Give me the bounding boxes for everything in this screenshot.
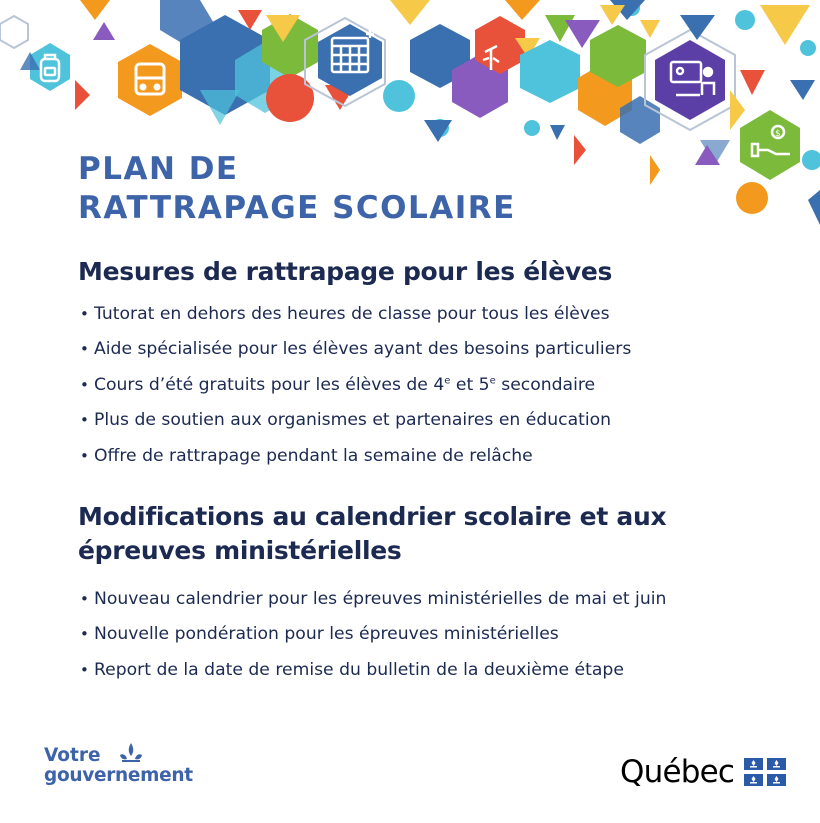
bullet-icon: • <box>80 446 89 465</box>
circle-shape <box>524 120 540 136</box>
hexagon-shape <box>740 110 800 180</box>
triangle-shape <box>640 20 660 38</box>
bullet-icon: • <box>80 375 89 394</box>
quebec-flag-icon <box>744 758 786 786</box>
list-item-text: Tutorat en dehors des heures de classe pour tous les élèves <box>94 304 610 324</box>
triangle-shape <box>80 0 110 20</box>
list-item <box>80 439 631 474</box>
title-line-2: RATTRAPAGE SCOLAIRE <box>78 190 516 226</box>
triangle-shape <box>93 22 115 40</box>
triangle-shape <box>680 15 715 40</box>
circle-shape <box>736 182 768 214</box>
triangle-shape <box>75 80 90 110</box>
triangle-shape <box>790 80 815 100</box>
bullet-icon: • <box>80 305 89 323</box>
list-item-text: secondaire <box>495 374 596 395</box>
title-line-1: PLAN DE <box>78 151 239 187</box>
calendar-list <box>80 582 666 688</box>
hexagon-shape <box>0 16 28 48</box>
triangle-shape <box>730 90 745 130</box>
list-item <box>80 297 631 332</box>
hexagon-shape <box>655 40 725 120</box>
bullet-icon: • <box>80 590 89 608</box>
bullet-icon: • <box>80 340 89 359</box>
triangle-shape <box>574 135 586 165</box>
fleur-de-lis-icon <box>116 741 146 765</box>
measures-list <box>80 297 631 474</box>
list-item-text: Aide spécialisée pour les élèves ayant des besoins particuliers <box>94 339 632 360</box>
triangle-shape <box>600 5 625 25</box>
list-item <box>80 403 631 438</box>
circle-shape <box>383 80 415 112</box>
list-item <box>80 332 631 367</box>
triangle-shape <box>760 5 810 45</box>
bullet-icon: • <box>80 625 89 644</box>
list-item-text: Nouveau calendrier pour les épreuves ministérielles de mai et juin <box>94 589 667 609</box>
list-item <box>80 582 666 617</box>
superscript: e <box>489 375 496 387</box>
quebec-wordmark: Québec <box>620 754 735 790</box>
list-item-text: Cours d’été gratuits pour les élèves de 4 <box>94 374 445 395</box>
list-item-text: Offre de rattrapage pendant la semaine de relâche <box>94 445 533 466</box>
triangle-shape <box>505 0 540 20</box>
list-item-text: Report de la date de remise du bulletin de la deuxième étape <box>94 659 624 680</box>
circle-shape <box>802 150 820 170</box>
bullet-icon: • <box>80 411 89 430</box>
triangle-shape <box>550 125 565 140</box>
triangle-shape <box>390 0 430 25</box>
section-heading-calendar: Modifications au calendrier scolaire et aux épreuves ministérielles <box>78 502 667 565</box>
votre-gouvernement-logo <box>44 745 244 790</box>
svg-text:$: $ <box>775 129 781 139</box>
list-item <box>80 653 666 688</box>
list-item-text: Nouvelle pondération pour les épreuves ministérielles <box>94 624 559 645</box>
list-item-text: et 5 <box>450 374 490 395</box>
triangle-shape <box>650 155 660 185</box>
list-item-text: Plus de soutien aux organismes et partenaires en éducation <box>94 410 612 431</box>
triangle-shape <box>808 190 820 225</box>
superscript: e <box>444 375 451 387</box>
bullet-icon: • <box>80 660 89 679</box>
list-item <box>80 617 666 652</box>
circle-shape <box>735 10 755 30</box>
section-heading-measures: Mesures de rattrapage pour les élèves <box>78 257 613 286</box>
triangle-shape <box>740 70 765 95</box>
logo-line-1: Votre <box>44 745 101 766</box>
page-title <box>78 150 516 228</box>
hexagon-shape <box>118 44 182 116</box>
circle-shape <box>266 74 314 122</box>
logo-line-2: gouvernement <box>44 765 193 786</box>
list-item <box>80 368 631 403</box>
circle-shape <box>800 40 816 56</box>
